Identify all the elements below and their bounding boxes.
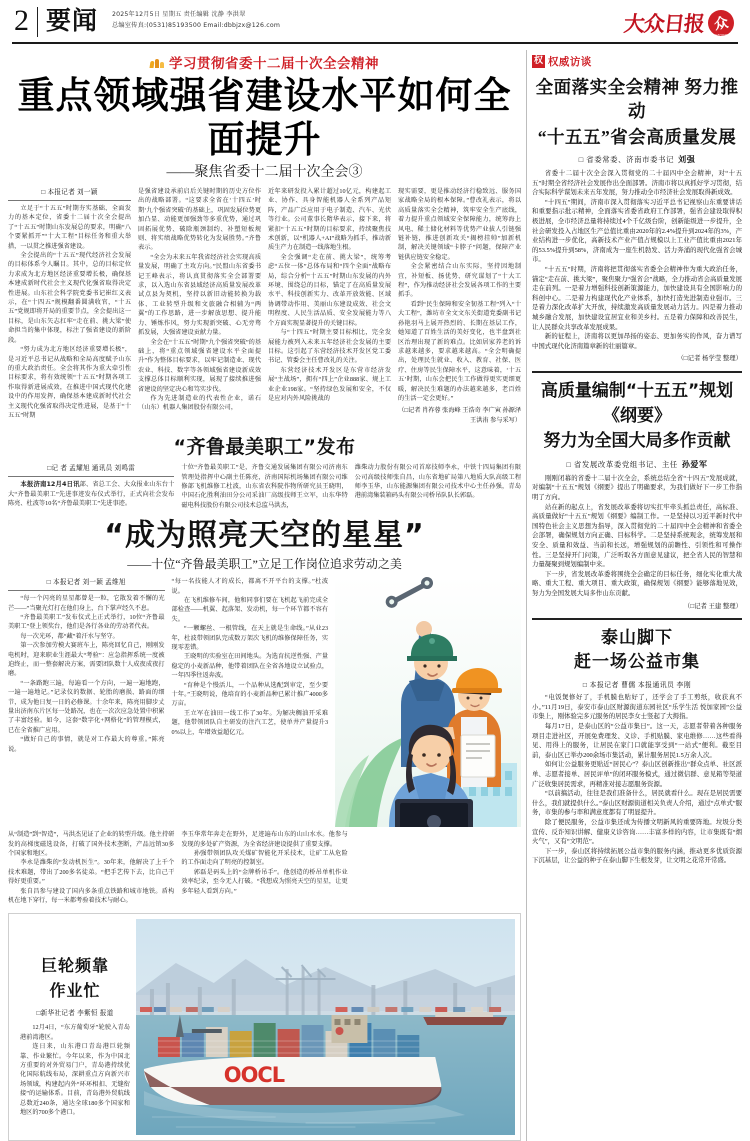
newspaper-seal-icon (708, 10, 734, 36)
mid-paragraph: 潍柴动力股份有限公司首席技师李永，中铁十四局集团有限公司高级技师张自昌，山东省地矿局第八地质大队高级工程师李玉华，山东能源集团有限公司技术中心主任孙强，青岛港前湾集装箱码头有限公司桥吊队队长郭磊。 (354, 464, 522, 500)
sidebar-article2-byline (532, 459, 742, 470)
badge-icon: 权 (534, 56, 544, 66)
feature-column-3-wrap (8, 830, 521, 905)
workers-illustration-svg (335, 577, 521, 827)
feature-paragraph: “每一个闪亮的星星都曾是一粒，它散发着不懈的光芒——”当聚光灯打在他们身上，台下掌声经久不息。 (8, 595, 165, 612)
sidebar-article3-paragraph: 下一步，泰山区将持续拓展公益市集的服务内涵，推动更多优质资源下沉基层，让公益的种子在泰山脚下生根发芽，让文明之花常开常盛。 (532, 847, 742, 865)
feature-illustration (335, 577, 521, 827)
mid-byline: □记 者 孟耀旭 通讯员 刘鸣雷 (8, 463, 174, 477)
sidebar-article3-byline: □ 本报记者 曹儒 本报通讯员 李刚 (582, 682, 692, 690)
sidebar-article2-headline-line2: 努力为全国大局多作贡献 (543, 430, 731, 451)
sidebar-zone (532, 50, 742, 1141)
feature-column-4 (181, 830, 347, 905)
lead-paragraph: 看到“民生保障和安全韧基工程”列入“十大工程”，潍坊市全文文东关街道党委副书记孙艳羽马上展开热烈的、长期在基层工作，她知道了百姓生活的美好变化，也半盘到社区治理出现了新的难点。比如居家养老的诉求越来越多，要求越来越高。“全会明确提出，处理民生就业、收入、教育、社保、医疗、住房等民生保障水平，这意味着，‘十五五’时期，山东会把民生工作做得更实更细更暖，解决民生难题的办法越来越多，老百姓的生活一定会更好。” (398, 300, 522, 402)
feature-subheadline: ——十位“齐鲁最美职工”立足工作岗位追求劳动之美 (127, 557, 402, 572)
lead-paragraph: “努力成为北方地区经济重要增长极”，是习近平总书记从战略和全局高度赋予山东的重大政治责任。全会将其作为重大牵引性目标要求，将有效统领“十五五”时期各项工作取得新进展成效，在推进中国式现代化建设中的作用发挥，确保基本建成新时代社会主义现代化强省取得决定性进展，是基于“十五五”时期 (8, 346, 132, 419)
mid-column-3 (355, 463, 521, 510)
sidebar-article2-paragraph: 站在新的起点上，省发展改革委将切实扛牢牵头抓总责任，高标准、高质量做好“十五五”规划《纲要》编制工作。一是坚持以习近平新时代中国特色社会主义思想为指导，深入贯彻党的二十届四中全会精神和省委全会部署，确保规划方向正确、目标科学。二是坚持系统观念，统筹发展和安全、质量和效益、当前和长远，增强规划的前瞻性、引领性和可操作性。三是坚持开门问策，广泛听取各方面意见建议，把全省人民的智慧和力量凝聚到规划编制中来。 (532, 503, 742, 569)
feature-paragraph: 第一次参加劳模大赛班车上，陈亮回忆自己，刚刚发电机时，迎来职业生涯最大“考验”：应急指挥系统一度被迫终止，而一整套解决方案，需要团队数十人成夜成夜打磨。 (8, 642, 165, 678)
mid-paragraph: 部、省总工会、大众报业山东台十大“齐鲁最美职工”先进事迹发布仪式举行，正式向社会发布陈亮、杜波等10名“齐鲁最美职工”先进事迹。 (8, 481, 175, 507)
feature-paragraph: 李永是潍柴的“发动机医生”。30年来，他解决了上千个技术难题，带出了200多名徒弟。“把手艺传下去，比自己干得好更重要。” (8, 859, 175, 886)
sidebar-article2-name: 孙爱军 (681, 459, 708, 469)
sidebar-article3-paragraph: “以前搞活动，往往是我们准备什么，居民就看什么。现在是居民需要什么，我们就提供什么。”泰山区财源街道相关负责人介绍，通过“点单式”服务，市集的参与率和满意度都有了明显提升。 (532, 790, 742, 817)
photo-headline-line2: 作业忙 (49, 981, 101, 1001)
main-content-zone (8, 50, 521, 1141)
sidebar-article3-paragraph: 每月17日，是泰山区的“公益市集日”。这一天，志愿者带着各种服务项目走进社区，开展免费理发、义诊、手机贴膜、家电维修……这些看得见、用得上的服务，让居民在家门口就能享受到“一站式”便利。截至目前，泰山区已举办200余场市集活动，累计服务居民1.5万余人次。 (532, 722, 742, 759)
sidebar-article1-paragraph: “十五五”时期，济南将把贯彻落实省委全会精神作为重大政治任务，锚定“走在前、挑大梁”，聚焦聚力“强省会”战略，全力推动省会高质量发展走在前列。一是着力增强科技创新策源能力，加快建设具有全国影响力的科创中心。二是着力构建现代化产业体系，加快打造先进制造业强市。三是着力深化改革扩大开放，持续激发高质量发展动力活力。四是着力推动城乡融合发展，加快建设宜居宜业和美乡村。五是着力保障和改善民生，让人民群众共享改革发展成果。 (532, 265, 742, 331)
lead-column-2 (138, 187, 261, 425)
sidebar-article1-role: □ 省委常委、济南市委书记 (578, 155, 675, 164)
feature-paragraph: 王立军在油田一线工作了30年。为解决稠油开采难题，他带领团队自主研发的注汽工艺，使单井产量提升30%以上，年增效益超亿元。 (171, 709, 329, 736)
sidebar-article3-headline-line2: 赶一场公益市集 (574, 652, 701, 673)
mid-headline: “齐鲁最美职工”发布 (173, 436, 356, 459)
feature-paragraph: “每一名技能人才的成长，都离不开平台的支撑。”杜波说。 (171, 578, 329, 595)
feature-article (8, 518, 521, 905)
lead-kicker (8, 52, 521, 72)
feature-paragraph: 李玉华常年奔走在野外，足迹遍布山东的山山水水。他参与发现的多处矿产资源，为全省经济建设提供了重要支撑。 (181, 831, 348, 848)
lead-headline: 重点领域强省建设水平如何全面提升 (17, 74, 512, 161)
feature-paragraph: 王晓明的实验室在田间地头。为选育抗逆性强、产量稳定的小麦新品种，他带着团队在全省各地设立试验点，一年四季往返奔波。 (171, 653, 329, 680)
sidebar-article1-name: 刘强 (678, 155, 696, 164)
feature-paragraph: 每一次光环，都“藏”着汗水与坚守。 (20, 632, 119, 640)
sidebar-article2-role: □ 省发展改革委党组书记、主任 (566, 459, 678, 469)
photo-paragraph: 12月4日，“东方葡萄牙”轮驶入青岛港前湾港区。 (20, 1024, 130, 1041)
sidebar-article1-paragraph: “十四五”期间，济南市深入贯彻落实习近平总书记视察山东重要讲话和重要指示批示精神，全面落实省委省政府工作部署，强省会建设取得积极进展，全市经济总量将持续过4个千亿级台阶，创新能级进一步提升，全社会研发投入占地区生产总值比重由2020年的2.4%提升到2024年的3%，产业结构进一步优化，高新技术产业产值占规模以上工业产值比重由2021年的53.5%提升到58%，济南成为一座生机勃发、活力奔涌的现代化强省会城市。 (532, 198, 742, 264)
lead-paragraph: 全会在“十五五”时期“九个强省突破”的基础上，将“重点领域强省建设水平全面提升”作为整体目标要求，以牢记制造业、现代农业、科技、数字等各领域强省建设新成效支撑总体目标顺利实现，展现了接续推进强省建设的坚定决心和笃实步伐。 (138, 338, 262, 393)
lead-columns (8, 187, 521, 425)
feature-column-2 (172, 577, 329, 827)
feature-column-1 (8, 577, 165, 827)
page-body (8, 50, 742, 1141)
feature-paragraph: “一颗螺丝、一根管线，在天上就是生命线。”从业23年，杜波带领团队完成数万架次飞机的维修保障任务，实现零差错。 (171, 625, 329, 652)
photo-headline-line1: 巨轮频靠 (40, 956, 109, 976)
sidebar-article2-headline-line1: 高质量编制“十五五”规划《纲要》 (540, 380, 734, 426)
lead-paragraph: “全会为未来五年我省经济社会实现高质量发展，明确了主攻方向。”民盟山东省委书记王峰表示，将认真贯彻落实全会部署要求，以入选山东省县域经济高质量发展改革试点县为契机，坚持以新旧动能转换为载体、工业转型升级和文旅融合相辅为“两翼”的工作思路，进一步解放思想、提升能力、锤炼作风，努力实现新突破、心无旁骛抓发展，大强省建设贡献力量。 (138, 253, 262, 337)
photo-paragraph: 连日来，山东港口青岛港巨轮频靠、作业繁忙。今年以来，作为中国北方重要的对外贸易门户，青岛港持续优化国际航线布局，深耕重点方向新兴市场领域，构建起内外“环环相扣、无缝衔接”的运输体系。目前，青岛港外贸航线总数近240条，通达全球180多个国家和地区的700多个港口。 (20, 1043, 130, 1117)
feature-byline: □ 本报记者 刘一颖 孟维旭 (8, 577, 165, 591)
masthead-meta (108, 6, 624, 31)
newspaper-logo-text: 大众日报 (622, 12, 706, 36)
sidebar-article2-signature: （□记者 王建 整理） (683, 602, 742, 610)
lead-paragraph: 作为先进制造业的代表性企业，诺石（山东）机器人集团股份有限公司， (138, 394, 262, 412)
newspaper-logo (624, 6, 738, 38)
authority-interview-badge (532, 54, 592, 69)
lead-paragraph: 立足于“十五五”时期夯实基础、全面发力的基本定位，省委十二届十次全会提出了“十五五”时期山东发展总的要求，明确“八个要紧抓开”“十大工程”目标任务和重大举措，一以贯之推进强省建设。 (8, 205, 132, 250)
feature-paragraph: 从“制造”到“智造”，马洪杰见证了企业的转型升级。他主持研发的高梯度磁选设备，打破了国外技术垄断，产品远销30多个国家和地区。 (8, 831, 175, 857)
feature-paragraph: 在飞机维修车间，他和同事们要在飞机起飞前完成全部检查——机翼、起落架、发动机，每一个环节都不容有失。 (171, 597, 329, 623)
lead-column-4 (398, 187, 521, 425)
lead-paragraph: 现实需要，更是推动经济行稳致远、服务国家战略全局的根本保障。”曹改礼表示，将以高质量落实全会精神，筑牢安全生产底线，着力提升重点领域安全保障能力，统筹海上风电、稀土储化材料等优势产业拔人引链强链补链，推进创新攻关“揭榜挂帅”加新机制，解决关键领域“卡脖子”问题，保障产业链供应链安全稳定。 (398, 188, 522, 261)
lead-column-1 (8, 187, 131, 425)
port-photo (136, 919, 515, 1135)
feature-body (8, 577, 521, 827)
feature-column-5-spacer (355, 830, 521, 905)
mid-paragraph: 十位“齐鲁最美职工”是，齐鲁交通发展集团有限公司济南东管理处指挥中心副主任陈亮，济南国际机场集团有限公司维修部飞机维修工杜波，山东省农科院作物所研究员王晓明，中国石化胜利油田分公司采油厂高级技师王立军，山东华特磁电科技股份有限公司技术总监马洪杰， (181, 464, 348, 509)
sidebar-article1-paragraph: 新的征程上，济南将以更加昂扬的姿态、更加务实的作风，奋力谱写中国式现代化济南篇章新的壮丽篇章。 (532, 333, 742, 350)
mid-column-1 (8, 463, 174, 510)
badge-label: 权威访谈 (548, 56, 592, 68)
lead-kicker-text: 学习贯彻省委十二届十次全会精神 (169, 56, 380, 72)
mid-dateline: 本报济南12月4日讯 (20, 480, 80, 489)
sidebar-article1-signature: （□记者 杨学莹 整理） (677, 355, 742, 363)
feature-column-3 (8, 830, 174, 905)
lead-paragraph: 是强省建设承前启后关键时期的历史方位作出的战略部署。“这要求全省在‘十四五’时期‘九个强省突破’的基础上，巩固发展位势更加凸显、动能更加强劲等多重优势，通过巩固拓展优势、破除瓶颈制约、补塑短板规则、将实绩战略优势转化为发展胜势。”齐鲁表示。 (138, 188, 262, 252)
feature-headline: “成为照亮天空的星星” (104, 518, 425, 554)
feature-paragraph: “做好自己的事情，就是对工作最大的尊重。”陈亮说。 (8, 736, 165, 753)
mid-columns (8, 463, 521, 510)
lead-column-3 (268, 187, 391, 425)
sidebar-article3-paragraph: 除了便民服务，公益市集还成为传播文明新风的重要阵地。垃圾分类宣传、反诈知识讲解、健康义诊咨询……丰富多样的内容，让市集既有“烟火气”，又有“文明范”。 (532, 818, 742, 846)
photo-article (8, 913, 521, 1141)
lead-paragraph: 东营经济技术开发区是东营市经济发展“主战场”，拥有“四上”企业888家、规上工业企业198家。“坚持绿色发展和安全，不仅是应对内外风险挑战的 (268, 366, 392, 402)
feature-paragraph: “一条路跑三遍，每遍看一个方向，一遍一遍地跑，一遍一遍地记。”记录仪的数据、轮胎的磨损、路面的细节，成为他日复一日的必修课。十余年来，陈亮用脚步丈量出济南东片区每一处路况，也在一次次应急处置中积累了丰富经验。如今，这套“数字化+网格化”的管理模式，已在全省推广应用。 (8, 679, 165, 734)
lead-byline: □ 本报记者 刘一颖 (8, 187, 131, 201)
sidebar-separator-1 (532, 371, 742, 373)
masthead-date-editors: 2025年12月5日 星期五 责任编辑 沈静 李洪翠 (112, 11, 246, 18)
feature-paragraph: 孙强带领团队攻关煤矿智能化开采技术，让矿工从危险的工作面走向了明亮的控制室。 (181, 850, 348, 867)
masthead (8, 0, 742, 40)
port-photo-svg (136, 919, 515, 1135)
sidebar-article3-paragraph: “电饭煲修好了，手机膜也贴好了，还学会了手工剪纸，收获真不小。”11月19日，泰安市泰山区财源街道东园社区“乐学生活 悦加家园”公益市集上，刚体验完多元服务的居民李女士竖起了大拇指。 (532, 694, 742, 721)
sidebar-article1-headline-line2: “十五五”省会高质量发展 (537, 127, 737, 147)
masthead-rule (12, 42, 738, 44)
sidebar-article3-headline-line1: 泰山脚下 (601, 628, 674, 649)
sidebar-article1-byline (532, 154, 742, 165)
lead-paragraph: 全会强调“走在前、挑大梁”，统筹考虑“五位一体”总体布局和“四个全面”战略布局，综合分析“十五五”时期山东发展的内外环境、围绕总的目标，锚定了在高质量发展水平、科技创新实力、改革开放效能、区域协调带动作用、美丽山东建设成效、社会文明程度、人民生活品质、安全发展能力等八个方面实现显著提升的关键目标。 (268, 253, 392, 327)
lead-paragraph: 全会紧密结合山东实际，坚持因地制宜，补短板、扬优势、研究谋划了“十大工程”，作为推动经济社会发展各项工作的主要抓手。 (398, 263, 522, 299)
sidebar-article3-paragraph: 如何让公益服务更贴近“居民心”？泰山区创新推出“群众点单、社区派单、志愿者接单、居民评单”的闭环服务模式，通过微信群、意见箱等渠道广泛收集居民需求，再精准对接志愿服务资源。 (532, 761, 742, 788)
lead-signature: （□记者 肖祚蓉 张海峰 王浩奇 李广寅 孙源泽 王洪洧 参与采写） (398, 407, 522, 424)
sidebar-article2-paragraph: 下一步，省发展改革委将围绕全会确定的目标任务，细化实化重大战略、重大工程、重大项目、重大政策，确保规划《纲要》能够落地见效，努力为全国发展大局多作山东贡献。 (532, 570, 742, 597)
sidebar-separator-2 (532, 618, 742, 620)
ribbon-icon (150, 57, 164, 68)
svg-text:OOCL: OOCL (223, 1063, 285, 1088)
lead-subheadline: ——聚焦省委十二届十次全会③ (166, 165, 363, 180)
seal-glyph: 众 (712, 15, 730, 34)
feature-paragraph: 郭磊是码头上的“金牌桥吊手”。他创造的桥吊单机作业效率纪录，至今无人打破。“我想成为照亮天空的星星，让更多年轻人看到方向。” (181, 868, 348, 895)
mid-column-2 (181, 463, 347, 510)
sidebar-article2-paragraph: 刚刚闭幕的省委十二届十次全会，系统总结全省“十四五”发展成就，对编制“十五五”规划《纲要》提出了明确要求，为我们做好下一步工作指明了方向。 (532, 474, 742, 502)
lead-paragraph: 全会提出的“十五五”现代经济社会发展的目标体系令人瞩目。其中，总的目标定位力求成为北方地区经济重要增长极，确保基本建成新时代社会主义现代化强省取得决定性进展。山东社会科学院党委书记崔红义表示，在“十四五”规模翻番圆满收官，“十五五”党规即将开局的重要节点，全会提出这一目标，是山东矢志扛牢“走在前、挑大梁”使命担当的集中体现，标注了强省建设的新阶段。 (8, 252, 132, 344)
photo-byline: □新华社记者 李紫恒 报道 (36, 1010, 114, 1018)
lead-paragraph: 与“十四五”时期主要目标相比，完全发展能力被列入未来五年经济社会发展的主要目标。这引起了东营经济技术开发区党工委书记、管委会主任曹改礼的关注。 (268, 329, 392, 365)
sidebar-article1-headline-line1: 全面落实全会精神 努力推动 (535, 77, 739, 121)
page-number: 2 (14, 4, 29, 37)
photo-caption-block (14, 919, 136, 1135)
lead-paragraph: 近年来研发投入累计超过10亿元，构建起工业、协作、具身智能机器人全系列产品矩阵，产品广泛应用于电子制造、汽车、光伏等行业。公司董事长隋华表示，接下来，将紧扣“十五五”时期的目标要求，持续聚焦技术创新，以“机器人+AI”战略为抓手，推动新质生产力在制造一线落地生根。 (268, 188, 392, 252)
section-name: 要闻 (46, 6, 99, 35)
column-divider (526, 50, 527, 1141)
masthead-contact: 总编室传真:(0531)85193500 Email:dbbjzx@126.com (112, 22, 281, 29)
feature-paragraph: “齐鲁最美职工”发布仪式上正式举行，10位“齐鲁最美职工”登上领奖台，他们是各行各业的劳动者代表。 (8, 614, 165, 631)
sidebar-article1-paragraph: 省委十二届十次全会深入贯彻党的二十届四中全会精神，对“十五五”时期全省经济社会发展作出全面部署。济南市将以真抓好学习贯彻，结合实际科学谋划未来五年发展，努力推动全市经济社会发展取得新成效。 (532, 170, 742, 197)
feature-paragraph: 张自昌参与建设了国内多条重点铁路和城市地铁。盾构机在地下穿行，每一米都考验着技术与耐心。 (8, 887, 175, 905)
feature-paragraph: “育种是个慢活儿，一个品种从选配到审定，至少要十年。”王晓明说，他培育的小麦新品种已累计推广4000多万亩。 (171, 681, 329, 708)
